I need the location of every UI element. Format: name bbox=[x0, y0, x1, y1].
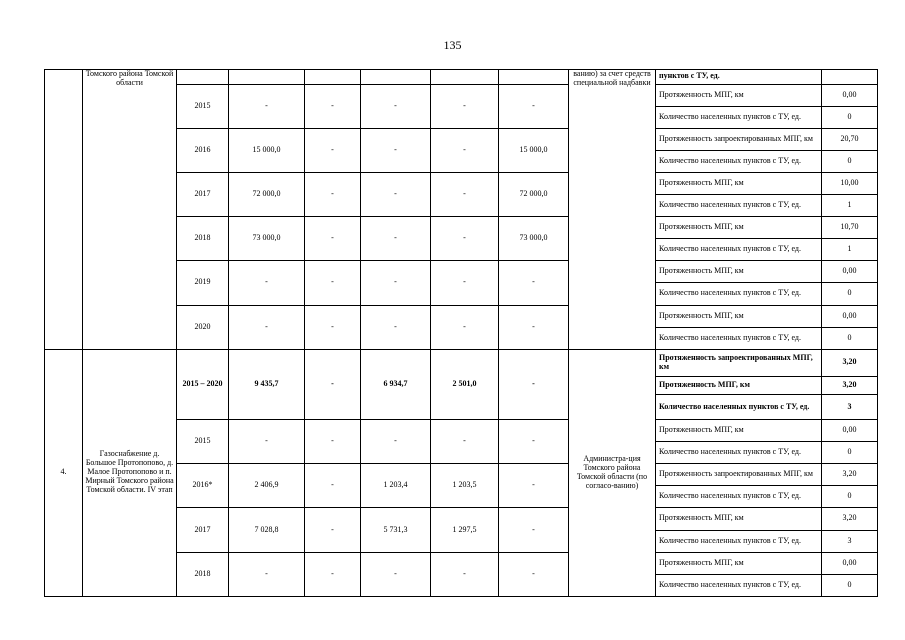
indicator-cell: Протяженность МПГ, км bbox=[656, 261, 822, 283]
year-cell: 2017 bbox=[177, 508, 229, 552]
indicator-cell: Количество населенных пунктов с ТУ, ед. bbox=[656, 442, 822, 464]
number-cell bbox=[45, 70, 83, 350]
empty-cell bbox=[229, 70, 305, 85]
amount-reg: - bbox=[361, 84, 431, 128]
amount-fed: - bbox=[305, 173, 361, 217]
amount-fed: - bbox=[305, 420, 361, 464]
amount-total: 2 406,9 bbox=[229, 464, 305, 508]
amount-loc: - bbox=[431, 552, 499, 596]
value-cell: 1 bbox=[822, 195, 878, 217]
amount-reg: - bbox=[361, 173, 431, 217]
amount-total: - bbox=[229, 420, 305, 464]
indicator-cell: Количество населенных пунктов с ТУ, ед. bbox=[656, 530, 822, 552]
amount-fed: - bbox=[305, 552, 361, 596]
amount-reg: 1 203,4 bbox=[361, 464, 431, 508]
executor-cell: Администра-ция Томского района Томской области (по согласо-ванию) bbox=[569, 349, 656, 596]
amount-fed: - bbox=[305, 128, 361, 172]
empty-cell bbox=[361, 70, 431, 85]
indicator-cell: Количество населенных пунктов с ТУ, ед. bbox=[656, 486, 822, 508]
value-cell: 0 bbox=[822, 150, 878, 172]
amount-loc: - bbox=[431, 173, 499, 217]
amount-total: - bbox=[229, 305, 305, 349]
amount-loc: 2 501,0 bbox=[431, 349, 499, 419]
indicator-cell: Количество населенных пунктов с ТУ, ед. bbox=[656, 106, 822, 128]
amount-ext: - bbox=[499, 464, 569, 508]
amount-reg: - bbox=[361, 217, 431, 261]
amount-loc: - bbox=[431, 420, 499, 464]
amount-total: 9 435,7 bbox=[229, 349, 305, 419]
value-cell: 0,00 bbox=[822, 552, 878, 574]
value-cell: 3,20 bbox=[822, 464, 878, 486]
amount-reg: - bbox=[361, 420, 431, 464]
amount-loc: - bbox=[431, 128, 499, 172]
amount-reg: - bbox=[361, 128, 431, 172]
value-cell: 20,70 bbox=[822, 128, 878, 150]
indicator-cell: Протяженность МПГ, км bbox=[656, 217, 822, 239]
value-cell: 0 bbox=[822, 442, 878, 464]
amount-ext: 72 000,0 bbox=[499, 173, 569, 217]
indicator-cell: Протяженность запроектированных МПГ, км bbox=[656, 349, 822, 376]
year-cell: 2016 bbox=[177, 128, 229, 172]
indicator-cell: Количество населенных пунктов с ТУ, ед. bbox=[656, 327, 822, 349]
number-cell: 4. bbox=[45, 349, 83, 596]
amount-loc: - bbox=[431, 84, 499, 128]
empty-cell bbox=[305, 70, 361, 85]
value-cell: 0 bbox=[822, 106, 878, 128]
year-cell: 2015 bbox=[177, 420, 229, 464]
amount-total: 72 000,0 bbox=[229, 173, 305, 217]
amount-ext: - bbox=[499, 508, 569, 552]
amount-reg: - bbox=[361, 552, 431, 596]
indicator-cell: Протяженность МПГ, км bbox=[656, 420, 822, 442]
empty-cell bbox=[177, 70, 229, 85]
indicator-cell: Протяженность МПГ, км bbox=[656, 173, 822, 195]
amount-ext: 15 000,0 bbox=[499, 128, 569, 172]
indicator-cell: Протяженность МПГ, км bbox=[656, 84, 822, 106]
amount-loc: - bbox=[431, 305, 499, 349]
year-cell: 2020 bbox=[177, 305, 229, 349]
empty-cell bbox=[499, 70, 569, 85]
indicator-cell: Протяженность МПГ, км bbox=[656, 552, 822, 574]
object-name: Газоснабжение д. Большое Протопопово, д. Малое Протопопово и п. Мирный Томского района Томской области. IV этап bbox=[83, 349, 177, 596]
amount-fed: - bbox=[305, 305, 361, 349]
amount-fed: - bbox=[305, 217, 361, 261]
value-cell: 3 bbox=[822, 394, 878, 419]
value-cell: 0 bbox=[822, 283, 878, 305]
value-cell: 10,00 bbox=[822, 173, 878, 195]
indicator-cell: Протяженность запроектированных МПГ, км bbox=[656, 128, 822, 150]
amount-ext: - bbox=[499, 84, 569, 128]
amount-ext: 73 000,0 bbox=[499, 217, 569, 261]
amount-reg: 5 731,3 bbox=[361, 508, 431, 552]
indicator-cell: Количество населенных пунктов с ТУ, ед. bbox=[656, 239, 822, 261]
amount-total: 15 000,0 bbox=[229, 128, 305, 172]
indicator-cell: Протяженность МПГ, км bbox=[656, 377, 822, 395]
amount-ext: - bbox=[499, 305, 569, 349]
indicator-cell: Количество населенных пунктов с ТУ, ед. bbox=[656, 195, 822, 217]
value-cell: 3,20 bbox=[822, 377, 878, 395]
indicator-cell: Количество населенных пунктов с ТУ, ед. bbox=[656, 574, 822, 596]
value-cell: 3,20 bbox=[822, 349, 878, 376]
indicator-cell: Количество населенных пунктов с ТУ, ед. bbox=[656, 283, 822, 305]
amount-ext: - bbox=[499, 261, 569, 305]
indicator-cell: Количество населенных пунктов с ТУ, ед. bbox=[656, 150, 822, 172]
value-cell: 0,00 bbox=[822, 420, 878, 442]
amount-loc: - bbox=[431, 261, 499, 305]
value-cell: 10,70 bbox=[822, 217, 878, 239]
empty-cell bbox=[431, 70, 499, 85]
value-cell: 3 bbox=[822, 530, 878, 552]
year-cell: 2015 bbox=[177, 84, 229, 128]
amount-loc: 1 297,5 bbox=[431, 508, 499, 552]
amount-fed: - bbox=[305, 261, 361, 305]
amount-reg: - bbox=[361, 305, 431, 349]
amount-total: - bbox=[229, 552, 305, 596]
amount-reg: - bbox=[361, 261, 431, 305]
value-cell: 0 bbox=[822, 574, 878, 596]
amount-fed: - bbox=[305, 84, 361, 128]
executor-cell: ванию) за счет средств специальной надбавки bbox=[569, 70, 656, 350]
indicator-cell: Протяженность МПГ, км bbox=[656, 508, 822, 530]
value-cell: 0,00 bbox=[822, 261, 878, 283]
amount-fed: - bbox=[305, 508, 361, 552]
amount-ext: - bbox=[499, 552, 569, 596]
table-row bbox=[45, 70, 878, 85]
page-number: 135 bbox=[443, 38, 462, 52]
indicator-cell: Протяженность МПГ, км bbox=[656, 305, 822, 327]
value-cell: 3,20 bbox=[822, 508, 878, 530]
value-cell: 1 bbox=[822, 239, 878, 261]
amount-loc: 1 203,5 bbox=[431, 464, 499, 508]
value-cell bbox=[822, 70, 878, 85]
program-table bbox=[44, 69, 878, 597]
amount-reg: 6 934,7 bbox=[361, 349, 431, 419]
value-cell: 0,00 bbox=[822, 305, 878, 327]
year-cell: 2018 bbox=[177, 217, 229, 261]
amount-loc: - bbox=[431, 217, 499, 261]
amount-total: - bbox=[229, 84, 305, 128]
value-cell: 0,00 bbox=[822, 84, 878, 106]
amount-total: 7 028,8 bbox=[229, 508, 305, 552]
indicator-cell: Количество населенных пунктов с ТУ, ед. bbox=[656, 394, 822, 419]
amount-ext: - bbox=[499, 349, 569, 419]
indicator-cell: Протяженность запроектированных МПГ, км bbox=[656, 464, 822, 486]
value-cell: 0 bbox=[822, 486, 878, 508]
object-name: Томского района Томской области bbox=[83, 70, 177, 350]
value-cell: 0 bbox=[822, 327, 878, 349]
year-cell: 2018 bbox=[177, 552, 229, 596]
amount-ext: - bbox=[499, 420, 569, 464]
amount-fed: - bbox=[305, 464, 361, 508]
year-cell: 2016* bbox=[177, 464, 229, 508]
table-row bbox=[45, 349, 878, 376]
amount-fed: - bbox=[305, 349, 361, 419]
year-cell: 2017 bbox=[177, 173, 229, 217]
amount-total: 73 000,0 bbox=[229, 217, 305, 261]
year-cell: 2015 – 2020 bbox=[177, 349, 229, 419]
amount-total: - bbox=[229, 261, 305, 305]
year-cell: 2019 bbox=[177, 261, 229, 305]
indicator-cell: пунктов с ТУ, ед. bbox=[656, 70, 822, 85]
